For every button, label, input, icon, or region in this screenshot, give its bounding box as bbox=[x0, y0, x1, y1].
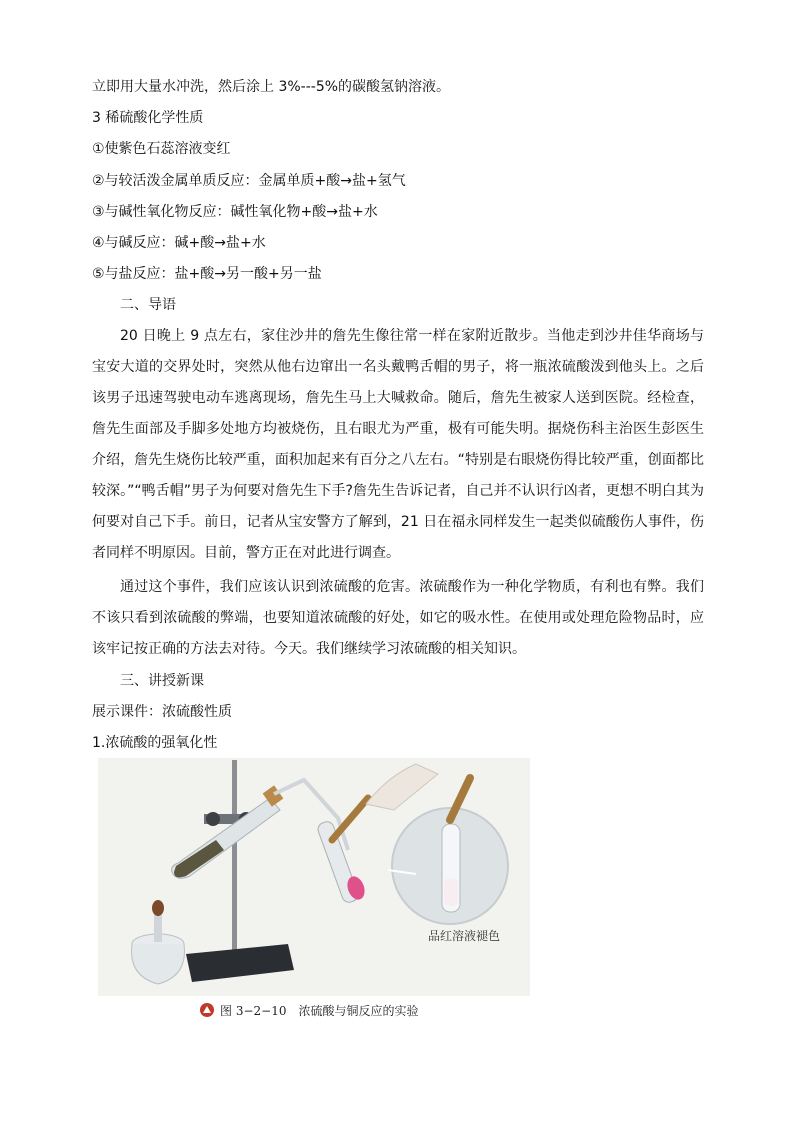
list-item: ②与较活泼金属单质反应：金属单质+酸→盐+氢气 bbox=[92, 173, 406, 189]
list-item: ①使紫色石蕊溶液变红 bbox=[92, 141, 231, 157]
section-heading: 3 稀硫酸化学性质 bbox=[92, 110, 204, 126]
list-item: ④与碱反应：碱+酸→盐+水 bbox=[92, 235, 266, 251]
text-line: 立即用大量水冲洗，然后涂上 3%---5%的碳酸氢钠溶液。 bbox=[92, 79, 451, 95]
iron-stand-rod bbox=[232, 760, 237, 960]
caption-triangle-icon bbox=[200, 1003, 214, 1017]
callout-label: 品红溶液褪色 bbox=[428, 929, 501, 943]
figure-caption bbox=[200, 1000, 500, 1022]
experiment-figure bbox=[98, 758, 530, 996]
caption-text: 图 3−2−10 浓硫酸与铜反应的实验 bbox=[220, 1004, 419, 1018]
section-heading: 三、讲授新课 bbox=[120, 673, 204, 689]
list-item: ⑤与盐反应：盐+酸→另一酸+另一盐 bbox=[92, 266, 322, 282]
section-heading: 1.浓硫酸的强氧化性 bbox=[92, 735, 218, 751]
section-heading: 二、导语 bbox=[120, 297, 176, 313]
experiment-illustration bbox=[98, 758, 530, 996]
text-line: 展示课件：浓硫酸性质 bbox=[92, 704, 232, 720]
body-paragraph: 通过这个事件，我们应该认识到浓硫酸的危害。浓硫酸作为一种化学物质，有利也有弊。我们不该只看到浓硫酸的弊端，也要知道浓硫酸的好处，如它的吸水性。在使用或处理危险物品时，应该牢记按正确的方法去对待。今天。我们继续学习浓硫酸的相关知识。 bbox=[92, 579, 704, 657]
intro-paragraph: 20 日晚上 9 点左右，家住沙井的詹先生像往常一样在家附近散步。当他走到沙井佳华商场与宝安大道的交界处时，突然从他右边窜出一名头戴鸭舌帽的男子，将一瓶浓硫酸泼到他头上。之后该男子迅速驾驶电动车逃离现场，詹先生马上大喊救命。随后，詹先生被家人送到医院。经检查，詹先生面部及手脚多处地方均被烧伤，且右眼尤为严重，极有可能失明。据烧伤科主治医生彭医生介绍，詹先生烧伤比较严重，面积加起来有百分之八左右。“特别是右眼烧伤得比较严重，创面都比较深。”“鸭舌帽”男子为何要对詹先生下手?詹先生告诉记者，自己并不认识行凶者，更想不明白其为何要对自己下手。前日，记者从宝安警方了解到，21 日在福永同样发生一起类似硫酸伤人事件，伤者同样不明原因。目前，警方正在对此进行调查。 bbox=[92, 328, 704, 561]
list-item: ③与碱性氧化物反应：碱性氧化物+酸→盐+水 bbox=[92, 204, 378, 220]
